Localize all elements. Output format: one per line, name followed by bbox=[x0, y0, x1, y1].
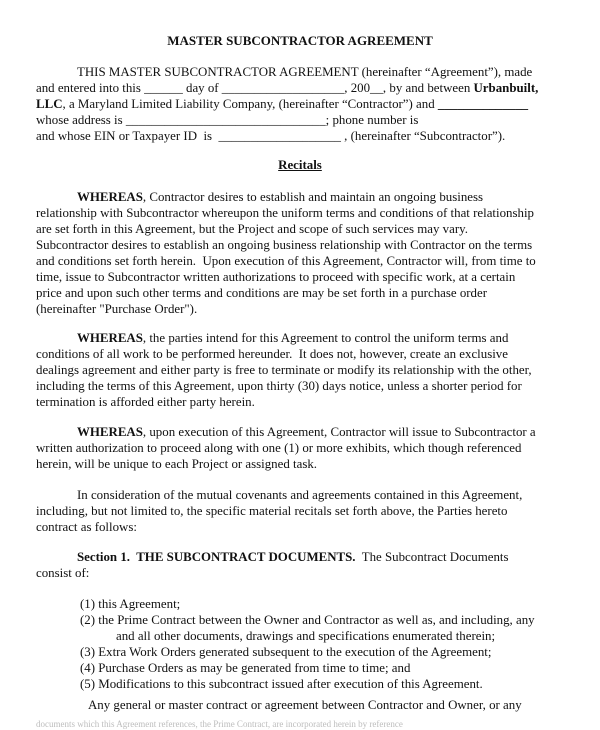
intro-line-3: LLC, a Maryland Limited Liability Company, (hereinafter “Contractor”) and ______________ bbox=[36, 97, 529, 111]
whereas-1-line-8: (hereinafter "Purchase Order"). bbox=[36, 302, 198, 316]
whereas-1-line-7: price and upon such other terms and conditions are may be set forth in a purchase order bbox=[36, 286, 488, 300]
whereas-1-line-2: relationship with Subcontractor whereupon the uniform terms and conditions of that relationship bbox=[36, 206, 534, 220]
whereas-2-line-5: termination is afforded either party herein. bbox=[36, 395, 255, 409]
whereas-1-line-3: are set forth in this Agreement, but the Project and scope of such services may vary. bbox=[36, 222, 468, 236]
consideration-line-1: In consideration of the mutual covenants and agreements contained in this Agreement, bbox=[77, 488, 523, 502]
intro-line-1: THIS MASTER SUBCONTRACTOR AGREEMENT (hereinafter “Agreement”), made bbox=[77, 65, 533, 79]
whereas-2-line-1: WHEREAS, the parties intend for this Agreement to control the uniform terms and bbox=[77, 331, 509, 345]
whereas-1-line-6: time, issue to Subcontractor written authorizations to proceed with specific work, at a certain bbox=[36, 270, 516, 284]
recitals-heading: Recitals bbox=[278, 158, 322, 172]
whereas-2-line-2: conditions of all work to be performed hereunder. It does not, however, create an exclusive bbox=[36, 347, 508, 361]
whereas-label: WHEREAS bbox=[77, 331, 143, 345]
list-item-1: (1) this Agreement; bbox=[80, 597, 181, 611]
list-item-2: (2) the Prime Contract between the Owner and Contractor as well as, and including, any bbox=[80, 613, 535, 627]
section-1-heading: Section 1. THE SUBCONTRACT DOCUMENTS. bbox=[77, 550, 356, 564]
intro-line-5: and whose EIN or Taxpayer ID is ___________________ , (hereinafter “Subcontractor”). bbox=[36, 129, 506, 143]
section-1-line-1: Section 1. THE SUBCONTRACT DOCUMENTS. The Subcontract Documents bbox=[77, 550, 509, 564]
list-item-4: (4) Purchase Orders as may be generated from time to time; and bbox=[80, 661, 411, 675]
cutoff-line: documents which this Agreement references, the Prime Contract, are incorporated herein by reference bbox=[36, 719, 403, 729]
whereas-label: WHEREAS bbox=[77, 190, 143, 204]
section-1-line-2: consist of: bbox=[36, 566, 90, 580]
general-contract-line: Any general or master contract or agreement between Contractor and Owner, or any bbox=[88, 698, 522, 712]
consideration-line-3: contract as follows: bbox=[36, 520, 137, 534]
intro-line-2: and entered into this ______ day of ___________________, 200__, by and between Urbanbuilt, bbox=[36, 81, 539, 95]
whereas-1-line-5: and conditions set forth herein. Upon execution of this Agreement, Contractor will, from time to bbox=[36, 254, 536, 268]
whereas-3-line-2: written authorization to proceed along with one (1) or more exhibits, which though referenced bbox=[36, 441, 522, 455]
document-title: MASTER SUBCONTRACTOR AGREEMENT bbox=[167, 33, 433, 48]
whereas-3-line-1: WHEREAS, upon execution of this Agreement, Contractor will issue to Subcontractor a bbox=[77, 425, 536, 439]
whereas-1-line-1: WHEREAS, Contractor desires to establish and maintain an ongoing business bbox=[77, 190, 484, 204]
whereas-label: WHEREAS bbox=[77, 425, 143, 439]
list-item-3: (3) Extra Work Orders generated subsequent to the execution of the Agreement; bbox=[80, 645, 492, 659]
subcontractor-name-blank: ______________ bbox=[437, 97, 529, 111]
whereas-1-line-4: Subcontractor desires to establish an ongoing business relationship with Contractor on the terms bbox=[36, 238, 533, 252]
contractor-entity: LLC bbox=[36, 97, 63, 111]
consideration-line-2: including, but not limited to, the specific material recitals set forth above, the Parties hereto bbox=[36, 504, 508, 518]
list-item-5: (5) Modifications to this subcontract issued after execution of this Agreement. bbox=[80, 677, 483, 691]
whereas-2-line-4: including the terms of this Agreement, upon thirty (30) days notice, unless a shorter period for bbox=[36, 379, 522, 393]
contractor-name: Urbanbuilt, bbox=[473, 81, 539, 95]
list-item-2-continued: and all other documents, drawings and specifications enumerated therein; bbox=[116, 629, 496, 643]
whereas-3-line-3: herein, will be unique to each Project or assigned task. bbox=[36, 457, 318, 471]
whereas-2-line-3: dealings agreement and either party is free to terminate or modify its relationship with the other, bbox=[36, 363, 532, 377]
intro-line-4: whose address is _______________________________; phone number is bbox=[36, 113, 419, 127]
